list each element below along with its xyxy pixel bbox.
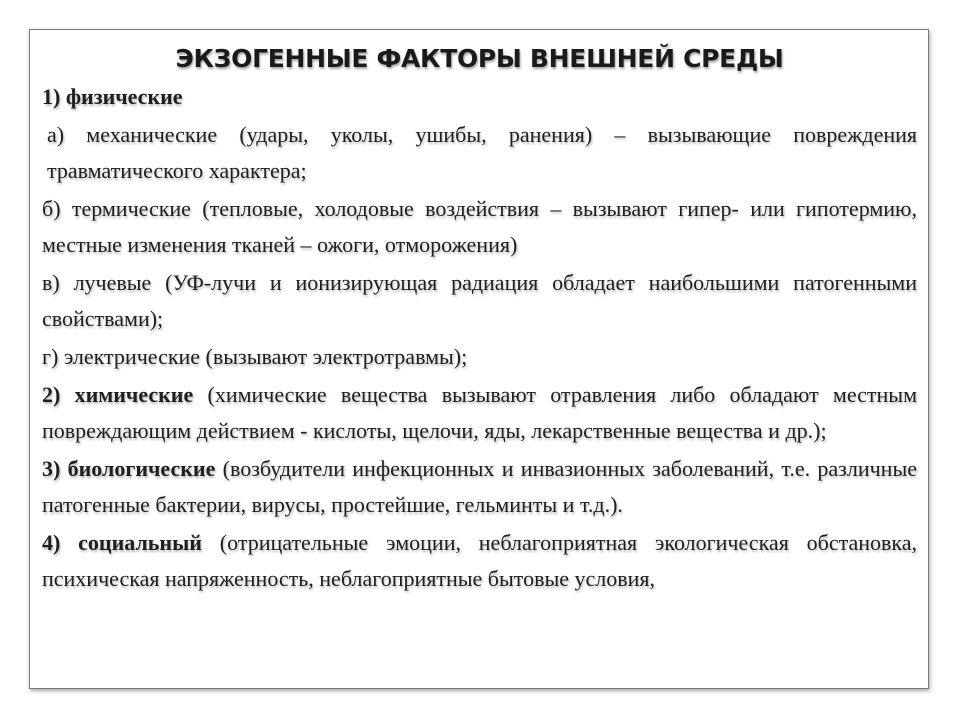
chemical-heading: 2) химические	[42, 382, 194, 407]
body-text	[42, 79, 917, 597]
chemical-paragraph	[42, 377, 917, 449]
physical-item-b: б) термические (тепловые, холодовые воздействия – вызывают гипер- или гипотермию, местные изменения тканей – ожоги, отморожения)	[42, 196, 917, 257]
slide-title: ЭКЗОГЕННЫЕ ФАКТОРЫ ВНЕШНЕЙ СРЕДЫ	[175, 44, 784, 73]
chemical-text: (химические вещества вызывают отравления либо обладают местным повреждающим действием - кислоты, щелочи, яды, лекарственные вещества и др.);	[42, 382, 918, 443]
physical-heading	[42, 79, 917, 115]
physical-item-a: а) механические (удары, уколы, ушибы, ранения) – вызывающие повреждения травматического характера;	[47, 122, 917, 183]
biological-text: (возбудители инфекционных и инвазионных заболеваний, т.е. различные патогенные бактерии, вирусы, простейшие, гельминты и т.д.).	[42, 456, 918, 517]
physical-item-d: г) электрические (вызывают электротравмы);	[42, 344, 468, 369]
social-heading: 4) социальный	[42, 530, 202, 555]
biological-paragraph	[42, 451, 917, 523]
physical-item-c: в) лучевые (УФ-лучи и ионизирующая радиация обладает наибольшими патогенными свойствами);	[42, 270, 917, 331]
content-frame	[29, 29, 929, 689]
physical-heading-label: 1) физические	[42, 84, 183, 109]
social-text: (отрицательные эмоции, неблагоприятная экологическая обстановка, психическая напряженность, неблагоприятные бытовые условия,	[42, 530, 918, 591]
social-paragraph	[42, 525, 917, 597]
biological-heading: 3) биологические	[42, 456, 216, 481]
